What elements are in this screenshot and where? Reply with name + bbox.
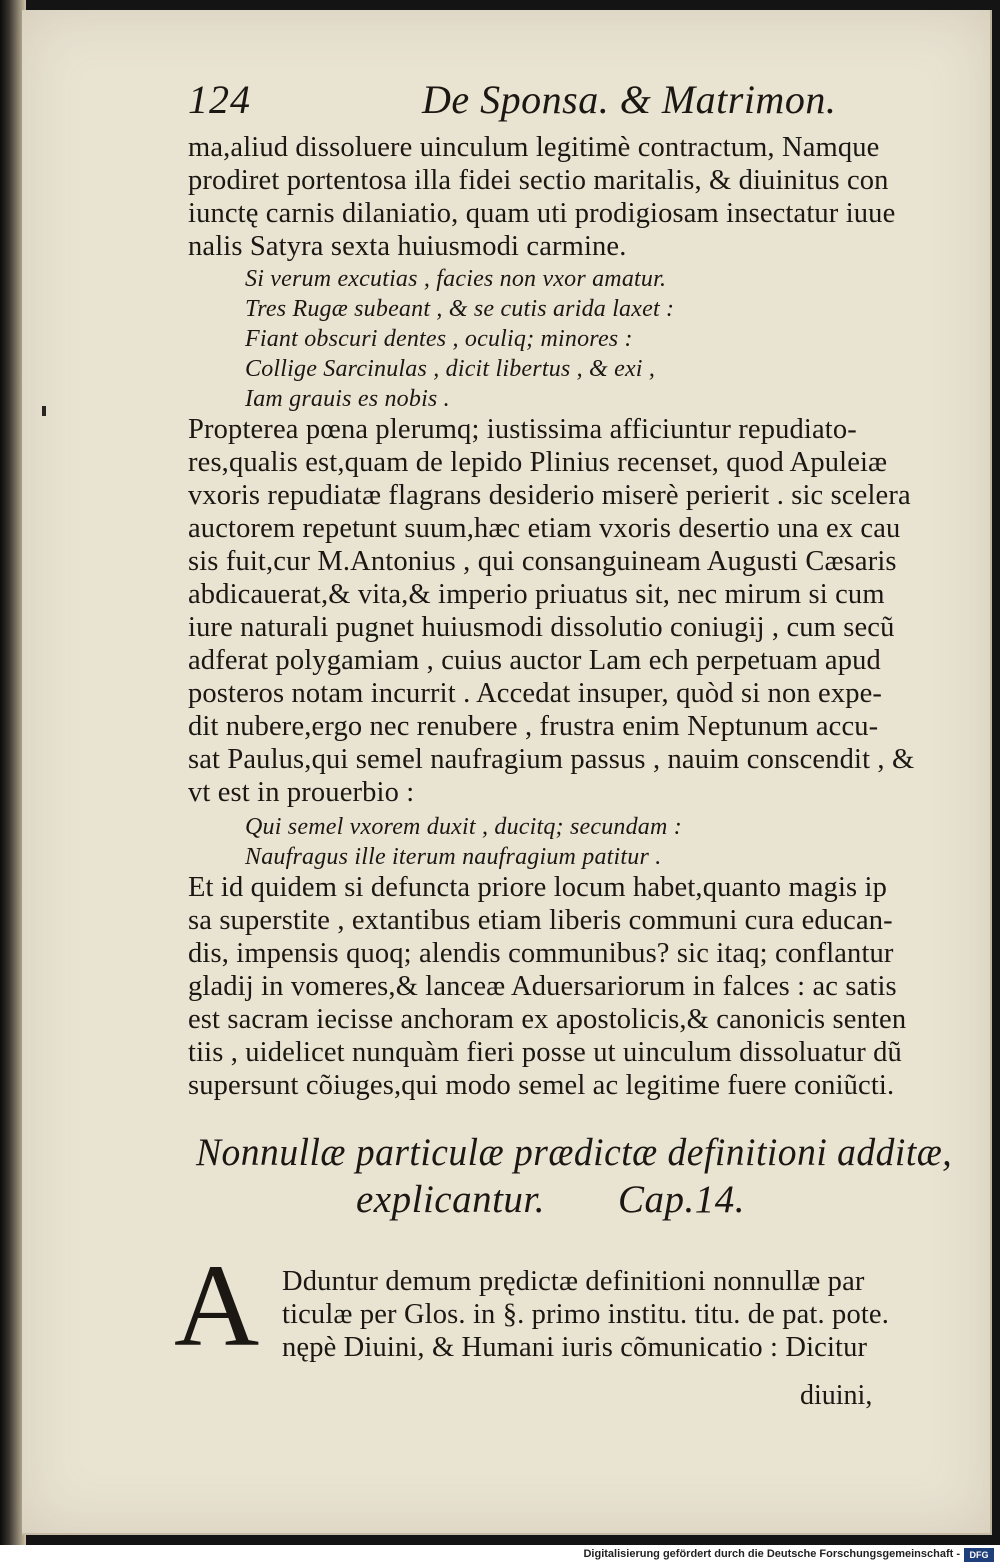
- verse-line: Iam grauis es nobis .: [245, 386, 450, 412]
- verse-line: Fiant obscuri dentes , oculiq; minores :: [245, 326, 633, 352]
- dfg-logo: DFG: [964, 1548, 994, 1562]
- page-number: 124: [188, 77, 251, 122]
- text-line: iunctę carnis dilaniatio, quam uti prodigiosam insectatur iuue: [188, 198, 896, 229]
- text-line: abdicauerat,& vita,& imperio priuatus sit, nec mirum si cum: [188, 579, 885, 610]
- text-line: dis, impensis quoq; alendis communibus? sic itaq; conflantur: [188, 938, 894, 969]
- chapter-heading-continued: explicantur.: [356, 1178, 546, 1221]
- book-page: [22, 10, 992, 1535]
- verse-line: Collige Sarcinulas , dicit libertus , & exi ,: [245, 356, 656, 382]
- text-line: Dduntur demum prędictæ definitioni nonnullæ par: [282, 1266, 865, 1297]
- text-line: res,qualis est,quam de lepido Plinius recenset, quod Apuleiæ: [188, 447, 888, 478]
- text-line: auctorem repetunt suum,hæc etiam vxoris desertio una ex cau: [188, 513, 901, 544]
- text-line: nalis Satyra sexta huiusmodi carmine.: [188, 231, 627, 262]
- chapter-number: Cap.14.: [618, 1178, 746, 1221]
- chapter-heading: Nonnullæ particulæ prædictæ definitioni additæ,: [196, 1131, 953, 1174]
- text-line: vt est in prouerbio :: [188, 777, 415, 808]
- digitization-footer: [0, 1545, 1000, 1566]
- verse-line: Qui semel vxorem duxit , ducitq; secundam :: [245, 814, 682, 840]
- funding-credit: Digitalisierung gefördert durch die Deutsche Forschungsgemeinschaft -: [583, 1548, 960, 1560]
- verse-line: Naufragus ille iterum naufragium patitur .: [245, 844, 662, 870]
- catchword: diuini,: [800, 1380, 873, 1411]
- text-line: tiis , uidelicet nunquàm fieri posse ut uinculum dissoluatur dũ: [188, 1037, 902, 1068]
- text-line: sat Paulus,qui semel naufragium passus , nauim conscendit , &: [188, 744, 915, 775]
- verse-line: Si verum excutias , facies non vxor amatur.: [245, 266, 667, 292]
- text-line: Propterea pœna plerumq; iustissima afficiuntur repudiato-: [188, 414, 857, 445]
- text-line: dit nubere,ergo nec renubere , frustra enim Neptunum accu-: [188, 711, 879, 742]
- text-line: supersunt cõiuges,qui modo semel ac legitime fuere coniũcti.: [188, 1070, 895, 1101]
- text-line: iure naturali pugnet huiusmodi dissolutio coniugij , cum secũ: [188, 612, 895, 643]
- text-line: ma,aliud dissoluere uinculum legitimè contractum, Namque: [188, 132, 880, 163]
- drop-cap-initial: A: [174, 1240, 260, 1371]
- text-line: nępè Diuini, & Humani iuris cõmunicatio : Dicitur: [282, 1332, 868, 1363]
- text-line: prodiret portentosa illa fidei sectio maritalis, & diuinitus con: [188, 165, 889, 196]
- page-header: [188, 72, 838, 132]
- text-line: Et id quidem si defuncta priore locum habet,quanto magis ip: [188, 872, 888, 903]
- text-line: sis fuit,cur M.Antonius , qui consanguineam Augusti Cæsaris: [188, 546, 897, 577]
- text-line: ticulæ per Glos. in §. primo institu. titu. de pat. pote.: [282, 1299, 889, 1330]
- running-title: De Sponsa. & Matrimon.: [422, 77, 837, 122]
- verse-line: Tres Rugæ subeant , & se cutis arida laxet :: [245, 296, 675, 322]
- text-line: gladij in vomeres,& lanceæ Aduersariorum in falces : ac satis: [188, 971, 897, 1002]
- text-line: est sacram iecisse anchoram ex apostolicis,& canonicis senten: [188, 1004, 907, 1035]
- text-line: posteros notam incurrit . Accedat insuper, quòd si non expe-: [188, 678, 883, 709]
- ink-speck: [42, 406, 46, 416]
- text-line: sa superstite , extantibus etiam liberis communi cura educan-: [188, 905, 893, 936]
- text-line: adferat polygamiam , cuius auctor Lam ech perpetuam apud: [188, 645, 881, 676]
- text-line: vxoris repudiatæ flagrans desiderio miserè perierit . sic scelera: [188, 480, 911, 511]
